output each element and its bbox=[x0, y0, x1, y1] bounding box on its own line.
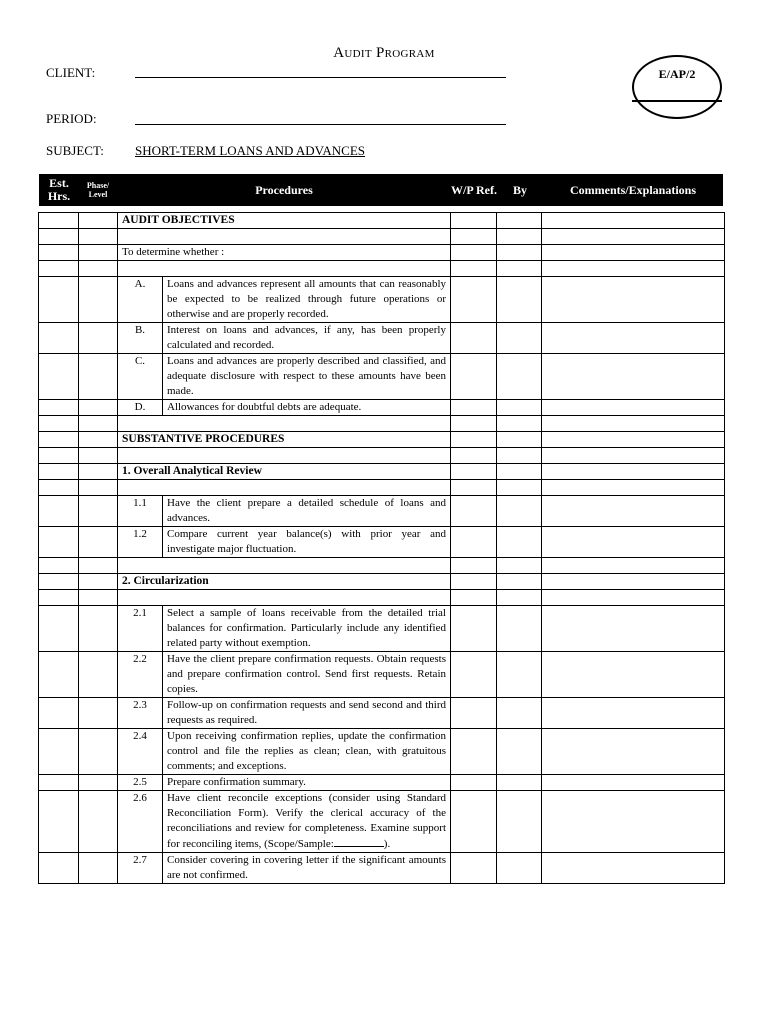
wp-ref-cell bbox=[451, 277, 497, 323]
est-hrs-cell bbox=[39, 558, 79, 574]
wp-ref-cell bbox=[451, 323, 497, 354]
est-hrs-cell bbox=[39, 606, 79, 652]
col-procedures: Procedures bbox=[255, 182, 313, 197]
phase-level-cell bbox=[79, 213, 118, 229]
procedure-text-body: Compare current year balance(s) with prior year and investigate major fluctuation. bbox=[167, 528, 446, 555]
comments-cell bbox=[542, 277, 725, 323]
comments-cell bbox=[542, 432, 725, 448]
procedure-number: 2.5 bbox=[118, 775, 163, 791]
comments-cell bbox=[542, 698, 725, 729]
est-hrs-cell bbox=[39, 261, 79, 277]
phase-level-cell bbox=[79, 527, 118, 558]
procedure-text bbox=[163, 277, 451, 323]
est-hrs-cell bbox=[39, 791, 79, 853]
procedure-text-body: Upon receiving confirmation replies, update the confirmation control and file the replies as clean; clean, with gratuitous comments; and exceptions. bbox=[167, 730, 446, 772]
by-cell bbox=[497, 775, 542, 791]
comments-cell bbox=[542, 480, 725, 496]
procedure-number: 2.2 bbox=[118, 652, 163, 698]
table-row bbox=[39, 448, 725, 464]
wp-ref-cell bbox=[451, 354, 497, 400]
table-row bbox=[39, 558, 725, 574]
phase-level-cell bbox=[79, 698, 118, 729]
table-row bbox=[39, 464, 725, 480]
by-cell bbox=[497, 448, 542, 464]
by-cell bbox=[497, 496, 542, 527]
procedure-number: 2.7 bbox=[118, 853, 163, 884]
comments-cell bbox=[542, 729, 725, 775]
procedure-text-body: Follow-up on confirmation requests and send second and third requests as required. bbox=[167, 699, 446, 726]
phase-level-cell bbox=[79, 558, 118, 574]
by-cell bbox=[497, 245, 542, 261]
by-cell bbox=[497, 229, 542, 245]
phase-level-cell bbox=[79, 416, 118, 432]
est-hrs-cell bbox=[39, 652, 79, 698]
by-cell bbox=[497, 652, 542, 698]
table-row bbox=[39, 229, 725, 245]
procedure-text bbox=[163, 354, 451, 400]
comments-cell bbox=[542, 464, 725, 480]
wp-ref-cell bbox=[451, 213, 497, 229]
est-hrs-cell bbox=[39, 448, 79, 464]
procedure-text bbox=[163, 606, 451, 652]
table-row bbox=[39, 277, 725, 323]
subject-label: SUBJECT: bbox=[46, 143, 104, 158]
wp-ref-cell bbox=[451, 729, 497, 775]
table-header bbox=[39, 174, 723, 206]
wp-ref-cell bbox=[451, 853, 497, 884]
est-hrs-cell bbox=[39, 464, 79, 480]
procedure-text-body: Loans and advances are properly described and classified, and adequate disclosure with respect to these amounts have been made. bbox=[167, 355, 446, 397]
procedure-text bbox=[163, 652, 451, 698]
phase-level-cell bbox=[79, 277, 118, 323]
phase-level-cell bbox=[79, 448, 118, 464]
est-hrs-cell bbox=[39, 416, 79, 432]
comments-cell bbox=[542, 853, 725, 884]
procedure-cell bbox=[118, 448, 451, 464]
table-row bbox=[39, 729, 725, 775]
comments-cell bbox=[542, 416, 725, 432]
by-cell bbox=[497, 791, 542, 853]
comments-cell bbox=[542, 245, 725, 261]
table-row bbox=[39, 496, 725, 527]
col-wp-ref: W/P Ref. bbox=[451, 182, 497, 197]
procedure-text-body: Consider covering in covering letter if the significant amounts are not confirmed. bbox=[167, 854, 446, 881]
procedure-intro: To determine whether : bbox=[118, 245, 451, 261]
table-row bbox=[39, 416, 725, 432]
section-heading: 1. Overall Analytical Review bbox=[118, 464, 451, 480]
est-hrs-cell bbox=[39, 574, 79, 590]
table-row bbox=[39, 574, 725, 590]
phase-level-cell bbox=[79, 432, 118, 448]
procedure-cell bbox=[118, 261, 451, 277]
wp-ref-cell bbox=[451, 480, 497, 496]
table-row bbox=[39, 400, 725, 416]
section-heading: 2. Circularization bbox=[118, 574, 451, 590]
phase-level-cell bbox=[79, 354, 118, 400]
procedure-text-body: Loans and advances represent all amounts that can reasonably be expected to be realized through future operations or otherwise and are properly recorded. bbox=[167, 278, 446, 320]
table-row bbox=[39, 480, 725, 496]
wp-ref-cell bbox=[451, 464, 497, 480]
est-hrs-cell bbox=[39, 496, 79, 527]
est-hrs-cell bbox=[39, 400, 79, 416]
reference-code-badge bbox=[632, 55, 722, 119]
by-cell bbox=[497, 574, 542, 590]
phase-level-cell bbox=[79, 775, 118, 791]
by-cell bbox=[497, 277, 542, 323]
procedure-number: 2.4 bbox=[118, 729, 163, 775]
procedure-text bbox=[163, 729, 451, 775]
table-row bbox=[39, 606, 725, 652]
comments-cell bbox=[542, 448, 725, 464]
phase-level-cell bbox=[79, 464, 118, 480]
wp-ref-cell bbox=[451, 698, 497, 729]
est-hrs-cell bbox=[39, 213, 79, 229]
wp-ref-cell bbox=[451, 432, 497, 448]
procedures-table-body bbox=[39, 213, 725, 884]
by-cell bbox=[497, 323, 542, 354]
comments-cell bbox=[542, 791, 725, 853]
by-cell bbox=[497, 354, 542, 400]
wp-ref-cell bbox=[451, 229, 497, 245]
document-title: Audit Program bbox=[333, 45, 435, 61]
by-cell bbox=[497, 558, 542, 574]
wp-ref-cell bbox=[451, 416, 497, 432]
by-cell bbox=[497, 213, 542, 229]
wp-ref-cell bbox=[451, 496, 497, 527]
by-cell bbox=[497, 729, 542, 775]
procedure-number: 1.1 bbox=[118, 496, 163, 527]
wp-ref-cell bbox=[451, 527, 497, 558]
comments-cell bbox=[542, 354, 725, 400]
procedure-text bbox=[163, 853, 451, 884]
comments-cell bbox=[542, 527, 725, 558]
comments-cell bbox=[542, 229, 725, 245]
table-row bbox=[39, 853, 725, 884]
phase-level-cell bbox=[79, 245, 118, 261]
comments-cell bbox=[542, 496, 725, 527]
by-cell bbox=[497, 606, 542, 652]
col-est-hrs: Est. Hrs. bbox=[47, 176, 71, 203]
procedure-number: 2.6 bbox=[118, 791, 163, 853]
subject-value: SHORT-TERM LOANS AND ADVANCES bbox=[135, 143, 366, 158]
procedure-text-body: Select a sample of loans receivable from the detailed trial balances for confirmation. Particularly include any identified related party without exemption. bbox=[167, 607, 446, 649]
comments-cell bbox=[542, 590, 725, 606]
procedure-number: D. bbox=[118, 400, 163, 416]
table-row bbox=[39, 590, 725, 606]
est-hrs-cell bbox=[39, 480, 79, 496]
wp-ref-cell bbox=[451, 245, 497, 261]
phase-level-cell bbox=[79, 229, 118, 245]
table-row bbox=[39, 527, 725, 558]
comments-cell bbox=[542, 606, 725, 652]
procedure-number: 2.1 bbox=[118, 606, 163, 652]
procedure-text-body: Have the client prepare a detailed schedule of loans and advances. bbox=[167, 497, 446, 524]
procedure-number: B. bbox=[118, 323, 163, 354]
table-row bbox=[39, 775, 725, 791]
col-by: By bbox=[512, 182, 527, 197]
est-hrs-cell bbox=[39, 245, 79, 261]
table-row bbox=[39, 245, 725, 261]
comments-cell bbox=[542, 574, 725, 590]
wp-ref-cell bbox=[451, 448, 497, 464]
wp-ref-cell bbox=[451, 590, 497, 606]
table-row bbox=[39, 213, 725, 229]
est-hrs-cell bbox=[39, 354, 79, 400]
by-cell bbox=[497, 853, 542, 884]
procedure-text-body: Interest on loans and advances, if any, has been properly calculated and recorded. bbox=[167, 324, 446, 351]
procedure-number: 1.2 bbox=[118, 527, 163, 558]
section-heading: SUBSTANTIVE PROCEDURES bbox=[118, 432, 451, 448]
procedures-table bbox=[38, 212, 725, 884]
est-hrs-cell bbox=[39, 775, 79, 791]
section-heading: AUDIT OBJECTIVES bbox=[118, 213, 451, 229]
wp-ref-cell bbox=[451, 574, 497, 590]
est-hrs-cell bbox=[39, 277, 79, 323]
wp-ref-cell bbox=[451, 775, 497, 791]
reference-code: E/AP/2 bbox=[658, 67, 696, 81]
phase-level-cell bbox=[79, 261, 118, 277]
procedure-number: C. bbox=[118, 354, 163, 400]
by-cell bbox=[497, 464, 542, 480]
procedure-text bbox=[163, 775, 451, 791]
procedure-text-suffix: ). bbox=[383, 838, 391, 850]
est-hrs-cell bbox=[39, 323, 79, 354]
procedure-text-body: Prepare confirmation summary. bbox=[167, 776, 306, 788]
phase-level-cell bbox=[79, 496, 118, 527]
table-row bbox=[39, 354, 725, 400]
period-field-line bbox=[135, 124, 506, 125]
est-hrs-cell bbox=[39, 527, 79, 558]
phase-level-cell bbox=[79, 606, 118, 652]
phase-level-cell bbox=[79, 729, 118, 775]
table-row bbox=[39, 323, 725, 354]
wp-ref-cell bbox=[451, 400, 497, 416]
procedure-cell bbox=[118, 416, 451, 432]
scope-sample-blank bbox=[334, 836, 384, 847]
procedure-text bbox=[163, 698, 451, 729]
phase-level-cell bbox=[79, 574, 118, 590]
comments-cell bbox=[542, 261, 725, 277]
by-cell bbox=[497, 480, 542, 496]
col-comments: Comments/Explanations bbox=[569, 182, 697, 197]
col-phase-level: Phase/ Level bbox=[86, 181, 110, 199]
procedure-text bbox=[163, 400, 451, 416]
by-cell bbox=[497, 432, 542, 448]
by-cell bbox=[497, 698, 542, 729]
procedure-cell bbox=[118, 590, 451, 606]
procedure-text bbox=[163, 496, 451, 527]
procedure-text bbox=[163, 323, 451, 354]
phase-level-cell bbox=[79, 590, 118, 606]
by-cell bbox=[497, 261, 542, 277]
comments-cell bbox=[542, 213, 725, 229]
comments-cell bbox=[542, 652, 725, 698]
procedure-text-body: Have client reconcile exceptions (consider using Standard Reconciliation Form). Verify the clerical accuracy of the reconciliations and review for completeness. Examine support for reconciling items, (Scope/Sample: bbox=[167, 792, 446, 850]
reference-divider bbox=[632, 100, 722, 102]
procedure-cell bbox=[118, 558, 451, 574]
client-field-line bbox=[135, 77, 506, 78]
procedure-cell bbox=[118, 229, 451, 245]
comments-cell bbox=[542, 400, 725, 416]
wp-ref-cell bbox=[451, 606, 497, 652]
comments-cell bbox=[542, 558, 725, 574]
phase-level-cell bbox=[79, 323, 118, 354]
procedure-text-body: Have the client prepare confirmation requests. Obtain requests and prepare confirmation control. Send first requests. Retain copies. bbox=[167, 653, 446, 695]
wp-ref-cell bbox=[451, 652, 497, 698]
by-cell bbox=[497, 527, 542, 558]
phase-level-cell bbox=[79, 853, 118, 884]
table-row bbox=[39, 432, 725, 448]
period-label: PERIOD: bbox=[46, 111, 97, 126]
procedure-text bbox=[163, 527, 451, 558]
wp-ref-cell bbox=[451, 791, 497, 853]
table-row bbox=[39, 791, 725, 853]
procedure-text-body: Allowances for doubtful debts are adequate. bbox=[167, 401, 362, 413]
procedure-number: A. bbox=[118, 277, 163, 323]
table-row bbox=[39, 698, 725, 729]
est-hrs-cell bbox=[39, 729, 79, 775]
est-hrs-cell bbox=[39, 590, 79, 606]
wp-ref-cell bbox=[451, 558, 497, 574]
phase-level-cell bbox=[79, 400, 118, 416]
procedure-text bbox=[163, 791, 451, 853]
wp-ref-cell bbox=[451, 261, 497, 277]
client-label: CLIENT: bbox=[46, 65, 96, 80]
by-cell bbox=[497, 590, 542, 606]
phase-level-cell bbox=[79, 652, 118, 698]
est-hrs-cell bbox=[39, 432, 79, 448]
by-cell bbox=[497, 400, 542, 416]
est-hrs-cell bbox=[39, 698, 79, 729]
comments-cell bbox=[542, 775, 725, 791]
table-row bbox=[39, 261, 725, 277]
est-hrs-cell bbox=[39, 229, 79, 245]
procedure-cell bbox=[118, 480, 451, 496]
phase-level-cell bbox=[79, 791, 118, 853]
comments-cell bbox=[542, 323, 725, 354]
by-cell bbox=[497, 416, 542, 432]
phase-level-cell bbox=[79, 480, 118, 496]
table-row bbox=[39, 652, 725, 698]
est-hrs-cell bbox=[39, 853, 79, 884]
procedure-number: 2.3 bbox=[118, 698, 163, 729]
